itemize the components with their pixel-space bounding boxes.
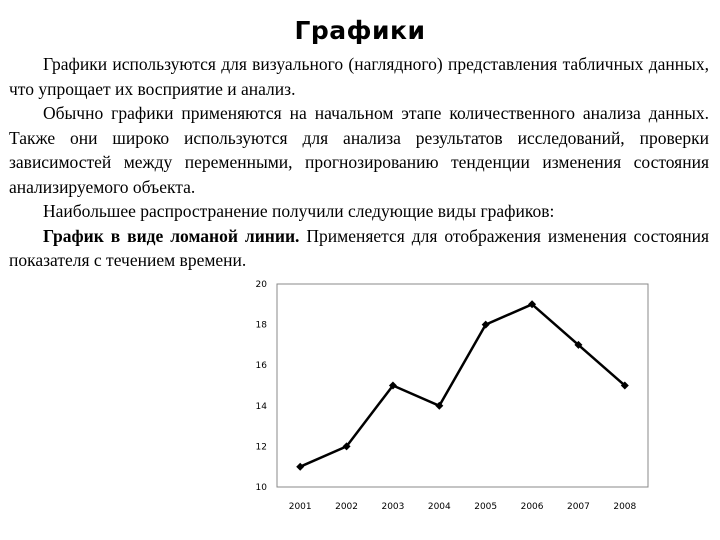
x-tick-label: 2003 — [381, 502, 405, 512]
slide-body — [9, 52, 709, 273]
y-tick-label: 12 — [255, 442, 267, 453]
paragraph-2: Обычно графики применяются на начальном этапе количественного анализа данных. Также они широко используются для анализа результатов исследований, проверки зависимостей между переменными, прогнозированию тенденции изменения состояния анализируемого объекта. — [9, 103, 709, 197]
data-point — [296, 463, 304, 471]
series-line — [300, 304, 625, 466]
x-tick-label: 2007 — [566, 502, 590, 512]
x-tick-label: 2008 — [613, 502, 637, 512]
x-tick-label: 2004 — [427, 502, 451, 512]
paragraph-4-bold-term: График в виде ломаной линии. — [43, 225, 300, 246]
y-tick-label: 20 — [255, 280, 267, 290]
chart-frame — [277, 284, 648, 487]
paragraph-4-text: Применяется для отображения изменения состояния показателя с течением времени. — [9, 225, 709, 270]
paragraph-4 — [9, 224, 709, 273]
y-axis-ticks — [256, 280, 268, 493]
y-tick-label: 18 — [255, 320, 267, 331]
paragraph-3: Наибольшее распространение получили следующие виды графиков: — [43, 201, 555, 221]
x-tick-label: 2006 — [520, 502, 544, 512]
data-points — [296, 300, 629, 470]
slide-title: Графики — [294, 16, 426, 45]
x-tick-label: 2002 — [335, 502, 359, 512]
x-tick-label: 2005 — [474, 502, 498, 512]
paragraph-1: Графики используются для визуального (наглядного) представления табличных данных, что упрощает их восприятие и анализ. — [9, 54, 709, 99]
y-tick-label: 16 — [255, 361, 267, 372]
line-chart — [236, 276, 656, 526]
x-axis-ticks — [289, 502, 637, 512]
y-tick-label: 14 — [255, 401, 267, 412]
y-tick-label: 10 — [255, 483, 267, 493]
x-tick-label: 2001 — [288, 502, 312, 512]
